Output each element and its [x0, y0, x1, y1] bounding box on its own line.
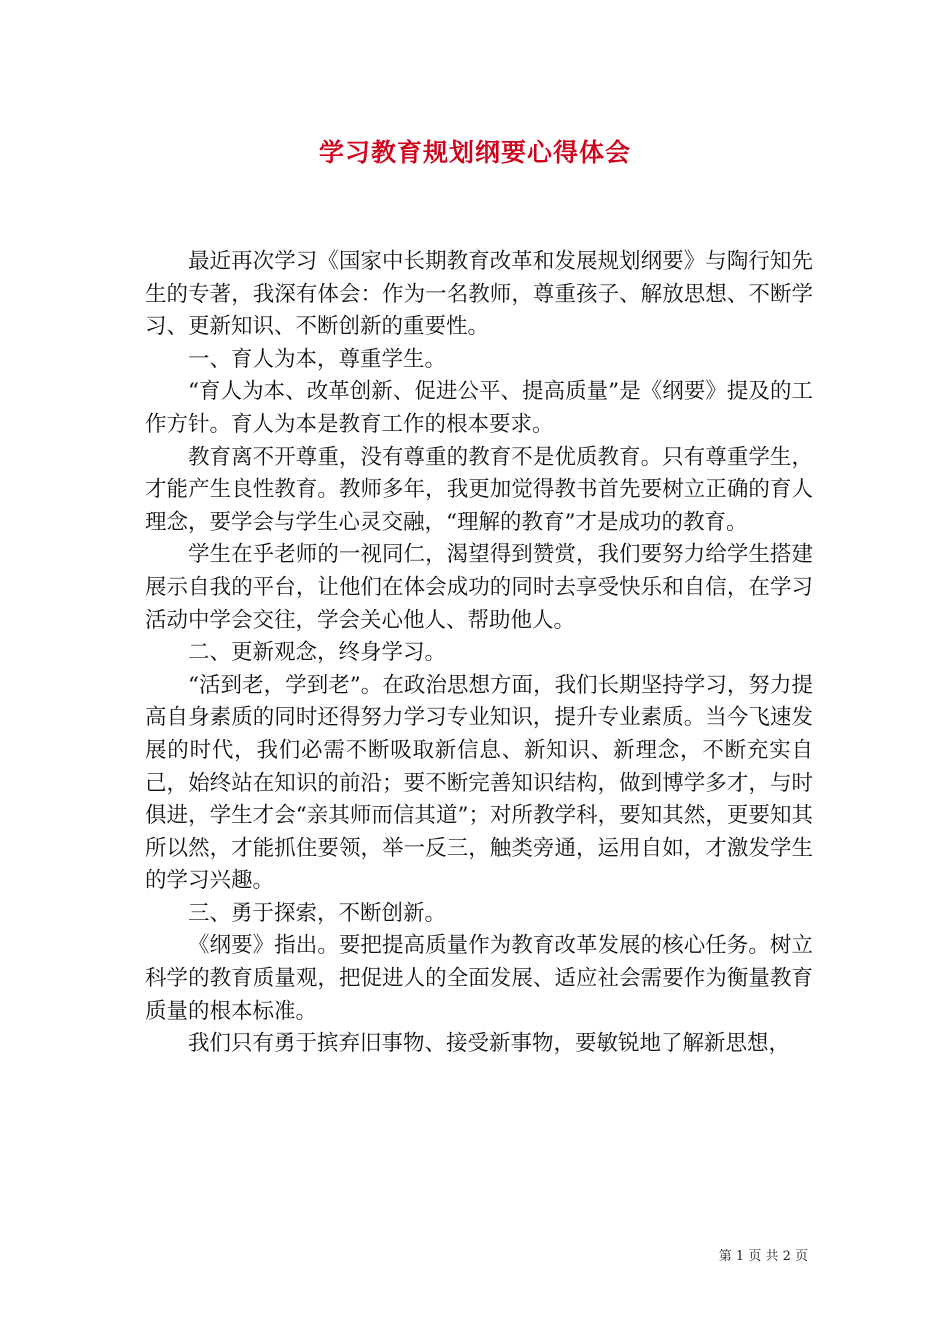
- paragraph: 教育离不开尊重，没有尊重的教育不是优质教育。只有尊重学生，才能产生良性教育。教师多年，我更加觉得教书首先要树立正确的育人理念，要学会与学生心灵交融，“理解的教育”才是成功的教育。: [145, 444, 813, 535]
- document-body: [145, 246, 813, 1061]
- paragraph: “活到老，学到老”。在政治思想方面，我们长期坚持学习，努力提高自身素质的同时还得努力学习专业知识，提升专业素质。当今飞速发展的时代，我们必需不断吸取新信息、新知识、新理念，不断充实自己，始终站在知识的前沿；要不断完善知识结构，做到博学多才，与时俱进，学生才会“亲其师而信其道”；对所教学科，要知其然，更要知其所以然，才能抓住要领，举一反三，触类旁通，运用自如，才激发学生的学习兴趣。: [145, 672, 813, 894]
- paragraph: “育人为本、改革创新、促进公平、提高质量”是《纲要》提及的工作方针。育人为本是教育工作的根本要求。: [145, 379, 813, 437]
- paragraph: 我们只有勇于摈弃旧事物、接受新事物，要敏锐地了解新思想，: [188, 1031, 791, 1057]
- section-heading: 二、更新观念，终身学习。: [188, 640, 447, 666]
- paragraph: 最近再次学习《国家中长期教育改革和发展规划纲要》与陶行知先生的专著，我深有体会：作为一名教师，尊重孩子、解放思想、不断学习、更新知识、不断创新的重要性。: [145, 249, 813, 340]
- document-title: 学习教育规划纲要心得体会: [318, 138, 631, 167]
- section-heading: 一、育人为本，尊重学生。: [188, 346, 447, 372]
- page-number-footer: 第 1 页 共 2 页: [718, 1249, 808, 1264]
- paragraph: 《纲要》指出。要把提高质量作为教育改革发展的核心任务。树立科学的教育质量观，把促进人的全面发展、适应社会需要作为衡量教育质量的根本标准。: [145, 933, 813, 1024]
- paragraph: 学生在乎老师的一视同仁，渴望得到赞赏，我们要努力给学生搭建展示自我的平台，让他们在体会成功的同时去享受快乐和自信，在学习活动中学会交往，学会关心他人、帮助他人。: [145, 542, 813, 633]
- section-heading: 三、勇于探索，不断创新。: [188, 900, 447, 926]
